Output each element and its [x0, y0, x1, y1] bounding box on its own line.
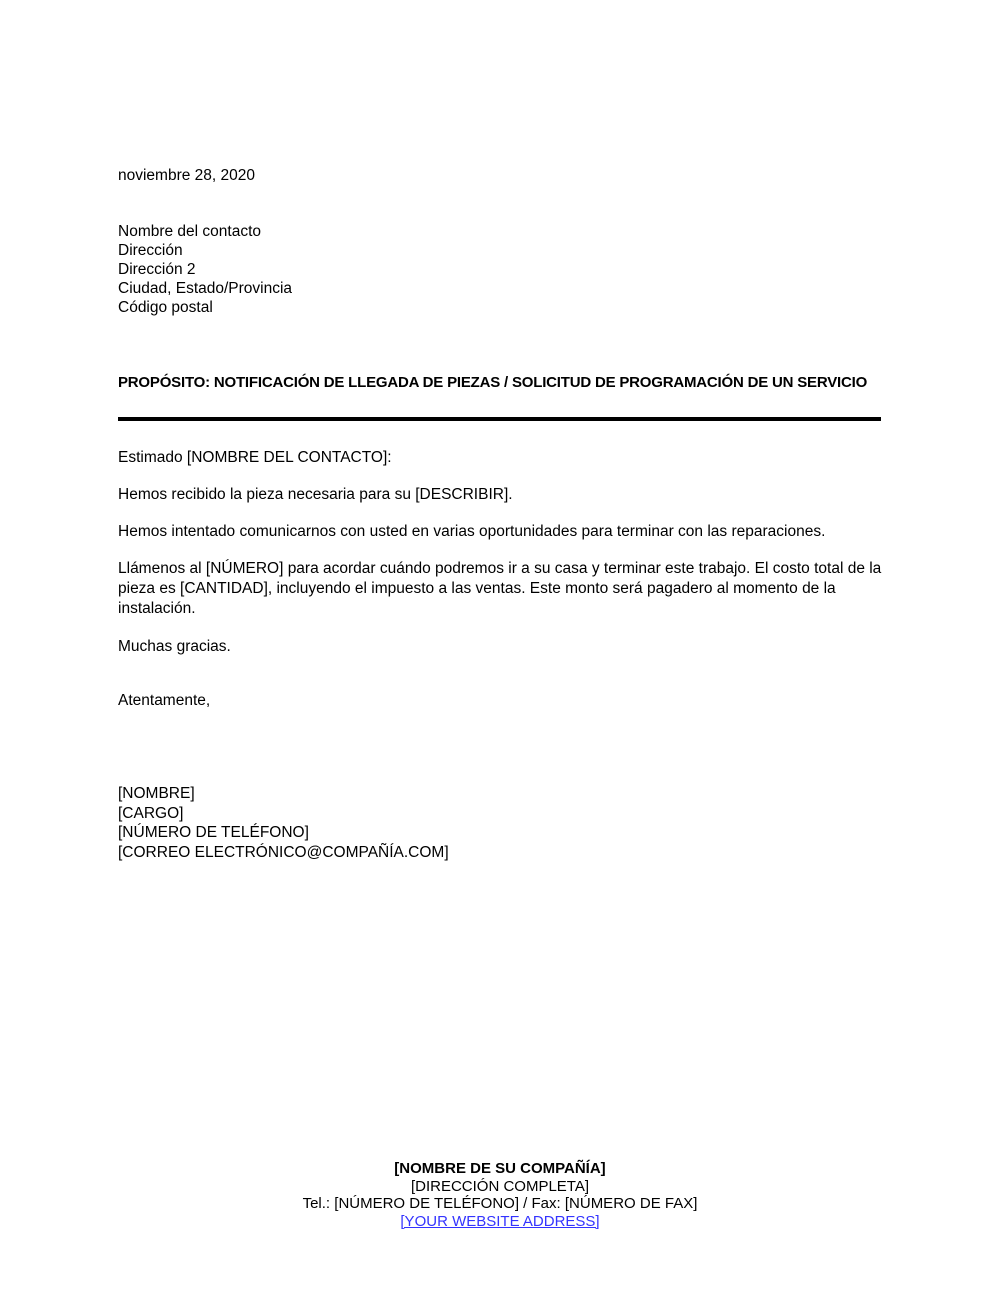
- signature-title: [CARGO]: [118, 804, 184, 822]
- recipient-address-2: Dirección 2: [118, 261, 196, 278]
- signature-block: [118, 784, 449, 862]
- closing: Atentamente,: [118, 692, 211, 709]
- recipient-address-1: Dirección: [118, 242, 183, 259]
- recipient-address-block: [118, 222, 292, 317]
- recipient-name: Nombre del contacto: [118, 223, 262, 240]
- body-paragraph: Muchas gracias.: [118, 638, 231, 655]
- subject-heading: PROPÓSITO: NOTIFICACIÓN DE LLEGADA DE PIEZAS / SOLICITUD DE PROGRAMACIÓN DE UN SERVICIO: [118, 374, 868, 391]
- website-link[interactable]: [YOUR WEBSITE ADDRESS]: [400, 1212, 600, 1230]
- recipient-city-state: Ciudad, Estado/Provincia: [118, 280, 293, 297]
- footer-tel-fax: Tel.: [NÚMERO DE TELÉFONO] / Fax: [NÚMERO DE FAX]: [302, 1195, 698, 1212]
- recipient-postal-code: Código postal: [118, 299, 213, 316]
- body-paragraph: Llámenos al [NÚMERO] para acordar cuándo podremos ir a su casa y terminar este trabajo. El costo total de la pieza es [CANTIDAD], incluyendo el impuesto a las ventas. Este monto será pagadero al momento de la instalación.: [118, 560, 882, 617]
- body-paragraph: Hemos recibido la pieza necesaria para su [DESCRIBIR].: [118, 486, 513, 503]
- letter-date: noviembre 28, 2020: [118, 167, 256, 184]
- signature-phone: [NÚMERO DE TELÉFONO]: [118, 824, 309, 841]
- footer-company-name: [NOMBRE DE SU COMPAÑÍA]: [394, 1160, 606, 1177]
- letter-footer: [0, 1160, 1000, 1230]
- footer-website-row: [0, 1213, 1000, 1231]
- body-paragraph: Hemos intentado comunicarnos con usted en varias oportunidades para terminar con las reparaciones.: [118, 523, 826, 540]
- salutation: Estimado [NOMBRE DEL CONTACTO]:: [118, 449, 392, 466]
- signature-email: [CORREO ELECTRÓNICO@COMPAÑÍA.COM]: [118, 843, 449, 861]
- subject-divider-rule: [118, 417, 881, 421]
- footer-company-address: [DIRECCIÓN COMPLETA]: [410, 1177, 590, 1195]
- signature-name: [NOMBRE]: [118, 785, 195, 802]
